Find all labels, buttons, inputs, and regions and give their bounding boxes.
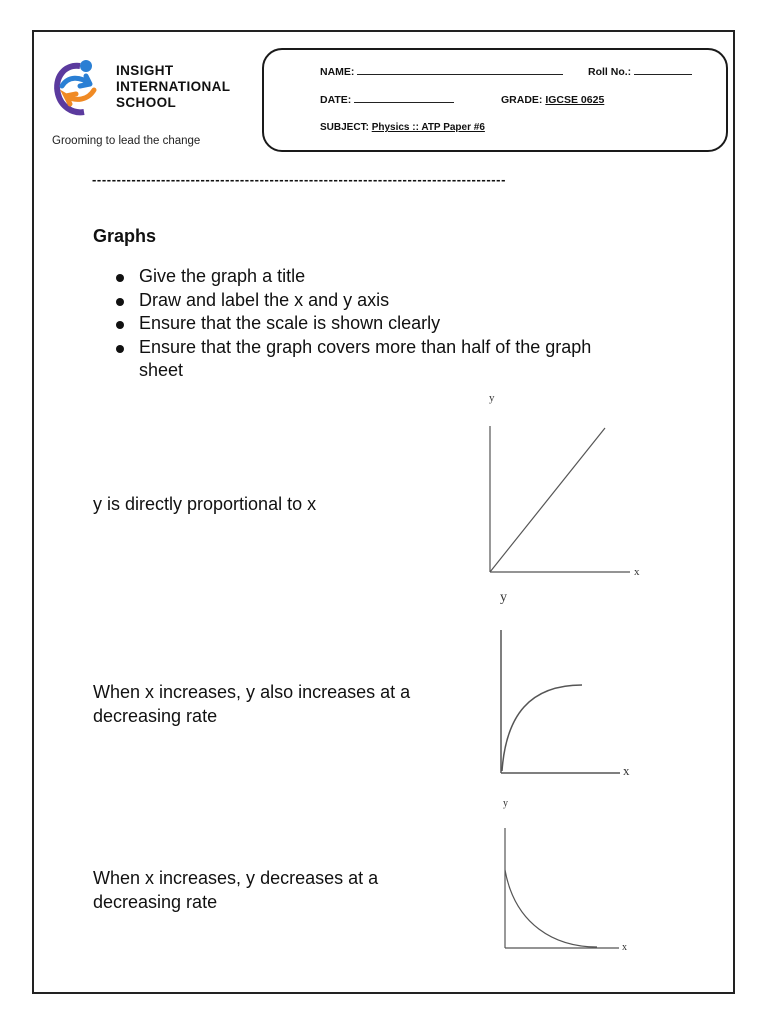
graph-2-x-label: x [623,763,630,778]
graph-1 [470,388,660,583]
roll-field[interactable] [588,66,692,78]
name-blank[interactable] [357,74,563,75]
bullet-dot-icon [116,321,124,329]
graph-3-description: When x increases, y decreases at a decreasing rate [93,868,379,912]
bullet-dot-icon [116,298,124,306]
school-tagline: Grooming to lead the change [52,135,201,147]
school-name-line-2: INTERNATIONAL [116,79,231,94]
school-name-line-3: SCHOOL [116,95,177,110]
graph-3 [495,795,645,955]
section-heading: Graphs [93,226,157,246]
list-item: Give the graph a title [112,265,632,289]
list-item: Draw and label the x and y axis [112,289,632,313]
name-label: NAME: [320,66,355,78]
bullet-dot-icon [116,345,124,353]
date-label: DATE: [320,94,352,106]
subject-field [320,122,485,133]
graph-1-curve [490,428,605,572]
list-item: Ensure that the graph covers more than half of the graph sheet [112,336,632,383]
graph-1-y-label: y [489,392,495,404]
school-logo-icon [50,56,106,120]
graph-2 [490,585,650,780]
graph-1-x-label: x [634,566,640,578]
school-name-line-1: INSIGHT [116,63,174,78]
graph-3-x-label: x [622,942,627,953]
grade-label: GRADE: [501,94,543,106]
separator-line: ------------------------------------------------------------------------------------ [92,172,507,187]
graph-1-description: y is directly proportional to x [93,494,317,514]
roll-label: Roll No.: [588,66,632,78]
grade-field [501,94,604,106]
date-blank[interactable] [354,102,454,103]
instructions-list [112,265,632,383]
subject-label: SUBJECT: [320,122,369,133]
graph-3-y-label: y [503,798,508,809]
graph-3-curve [505,870,597,947]
name-field[interactable] [320,66,563,78]
graph-2-description: When x increases, y also increases at a decreasing rate [93,682,411,726]
roll-blank[interactable] [634,74,692,75]
grade-value: IGCSE 0625 [545,94,605,106]
list-item: Ensure that the scale is shown clearly [112,312,632,336]
graph-2-y-label: y [500,590,507,605]
date-field[interactable] [320,94,454,106]
subject-value: Physics :: ATP Paper #6 [371,122,485,133]
graph-2-curve [502,685,582,771]
school-name [116,63,230,111]
bullet-dot-icon [116,274,124,282]
